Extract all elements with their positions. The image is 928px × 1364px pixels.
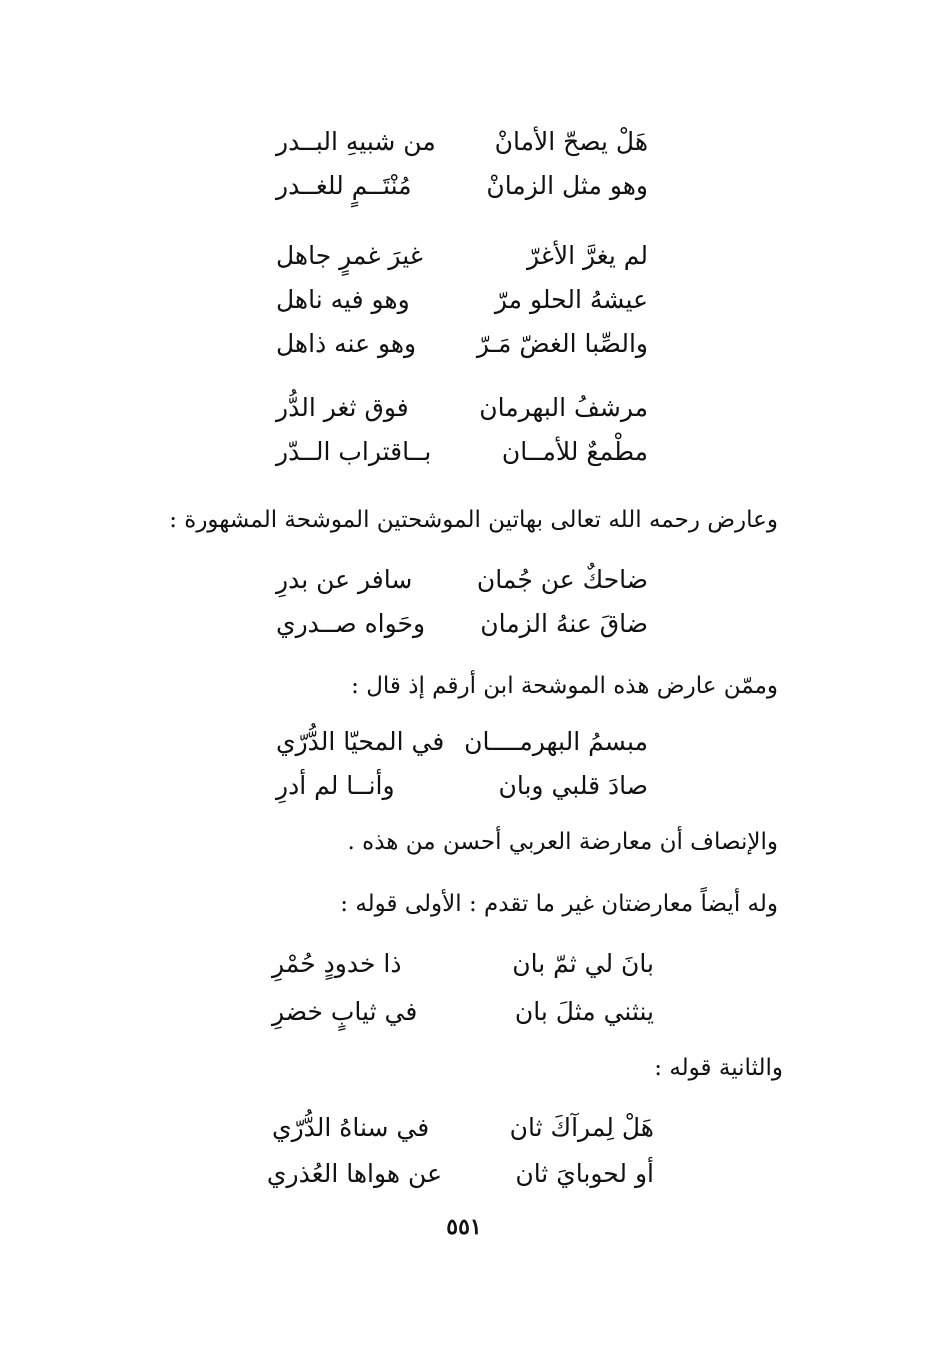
verse-first-hemistich: وهو مثل الزمانْ [486,170,648,200]
verse-second-hemistich: فوق ثغر الدُّر [276,392,409,422]
verse-second-hemistich: وهو عنه ذاهل [276,328,417,358]
verse-line [272,1104,654,1150]
verse-second-hemistich: في المحيّا الدُّرّي [276,726,445,756]
verse-second-hemistich: ذا خدودٍ حُمْرِ [272,948,402,978]
verse-line [276,762,648,808]
verse-line [276,118,648,164]
verse-second-hemistich: وهو فيه ناهل [276,284,410,314]
verse-line [276,232,648,278]
verse-line [276,718,648,764]
verse-first-hemistich: ضاحكٌ عن جُمان [476,564,648,594]
verse-first-hemistich: والصِّبا الغضّ مَـرّ [476,328,648,358]
page-number: ٥٥١ [446,1214,482,1240]
verse-first-hemistich: عيشهُ الحلو مرّ [494,284,648,314]
verse-first-hemistich: أو لحوبايَ ثان [515,1158,654,1188]
prose-line: وعارض رحمه الله تعالى بهاتين الموشحتين الموشحة المشهورة : [169,507,778,533]
verse-line [272,988,654,1034]
verse-line [276,556,648,602]
verse-first-hemistich: ينثني مثلَ بان [514,996,654,1026]
verse-line [276,384,648,430]
prose-line: وله أيضاً معارضتان غير ما تقدم : الأولى قوله : [340,891,778,917]
verse-second-hemistich: وحَواه صــدري [276,608,426,638]
verse-first-hemistich: هَلْ يصحّ الأمانْ [494,126,648,156]
verse-second-hemistich: من شبيهِ البــدر [276,126,436,156]
verse-line [272,940,654,986]
verse-second-hemistich: مُنْتَــمٍ للغــدر [276,170,412,200]
prose-line: والإنصاف أن معارضة العربي أحسن من هذه . [347,829,778,855]
verse-line [276,162,648,208]
verse-first-hemistich: مطْمعٌ للأمــان [501,436,648,466]
verse-first-hemistich: لم يغرَّ الأغرّ [526,240,648,270]
verse-first-hemistich: صادَ قلبي وبان [498,770,648,800]
verse-first-hemistich: ضاقَ عنهُ الزمان [480,608,648,638]
prose-line: وممّن عارض هذه الموشحة ابن أرقم إذ قال : [351,673,778,699]
verse-line [266,1150,654,1196]
verse-first-hemistich: مرشفُ البهرمان [479,392,648,422]
verse-second-hemistich: عن هواها العُذري [266,1158,442,1188]
verse-line [276,320,648,366]
verse-line [276,600,648,646]
verse-first-hemistich: مبسمُ البهرمــــان [464,726,648,756]
verse-second-hemistich: في سناهُ الدُّرّي [272,1112,430,1142]
verse-second-hemistich: سافر عن بدرِ [276,564,413,594]
verse-second-hemistich: بــاقتراب الــدّر [276,436,432,466]
verse-second-hemistich: غيرَ غمرٍ جاهل [276,240,423,270]
prose-line: والثانية قوله : [654,1055,783,1081]
verse-first-hemistich: بانَ لي ثمّ بان [512,948,654,978]
verse-line [276,276,648,322]
verse-second-hemistich: في ثيابٍ خضرِ [272,996,418,1026]
verse-second-hemistich: وأنــا لم أدرِ [276,770,395,800]
verse-first-hemistich: هَلْ لِمرآكَ ثان [509,1112,654,1142]
verse-line [276,428,648,474]
